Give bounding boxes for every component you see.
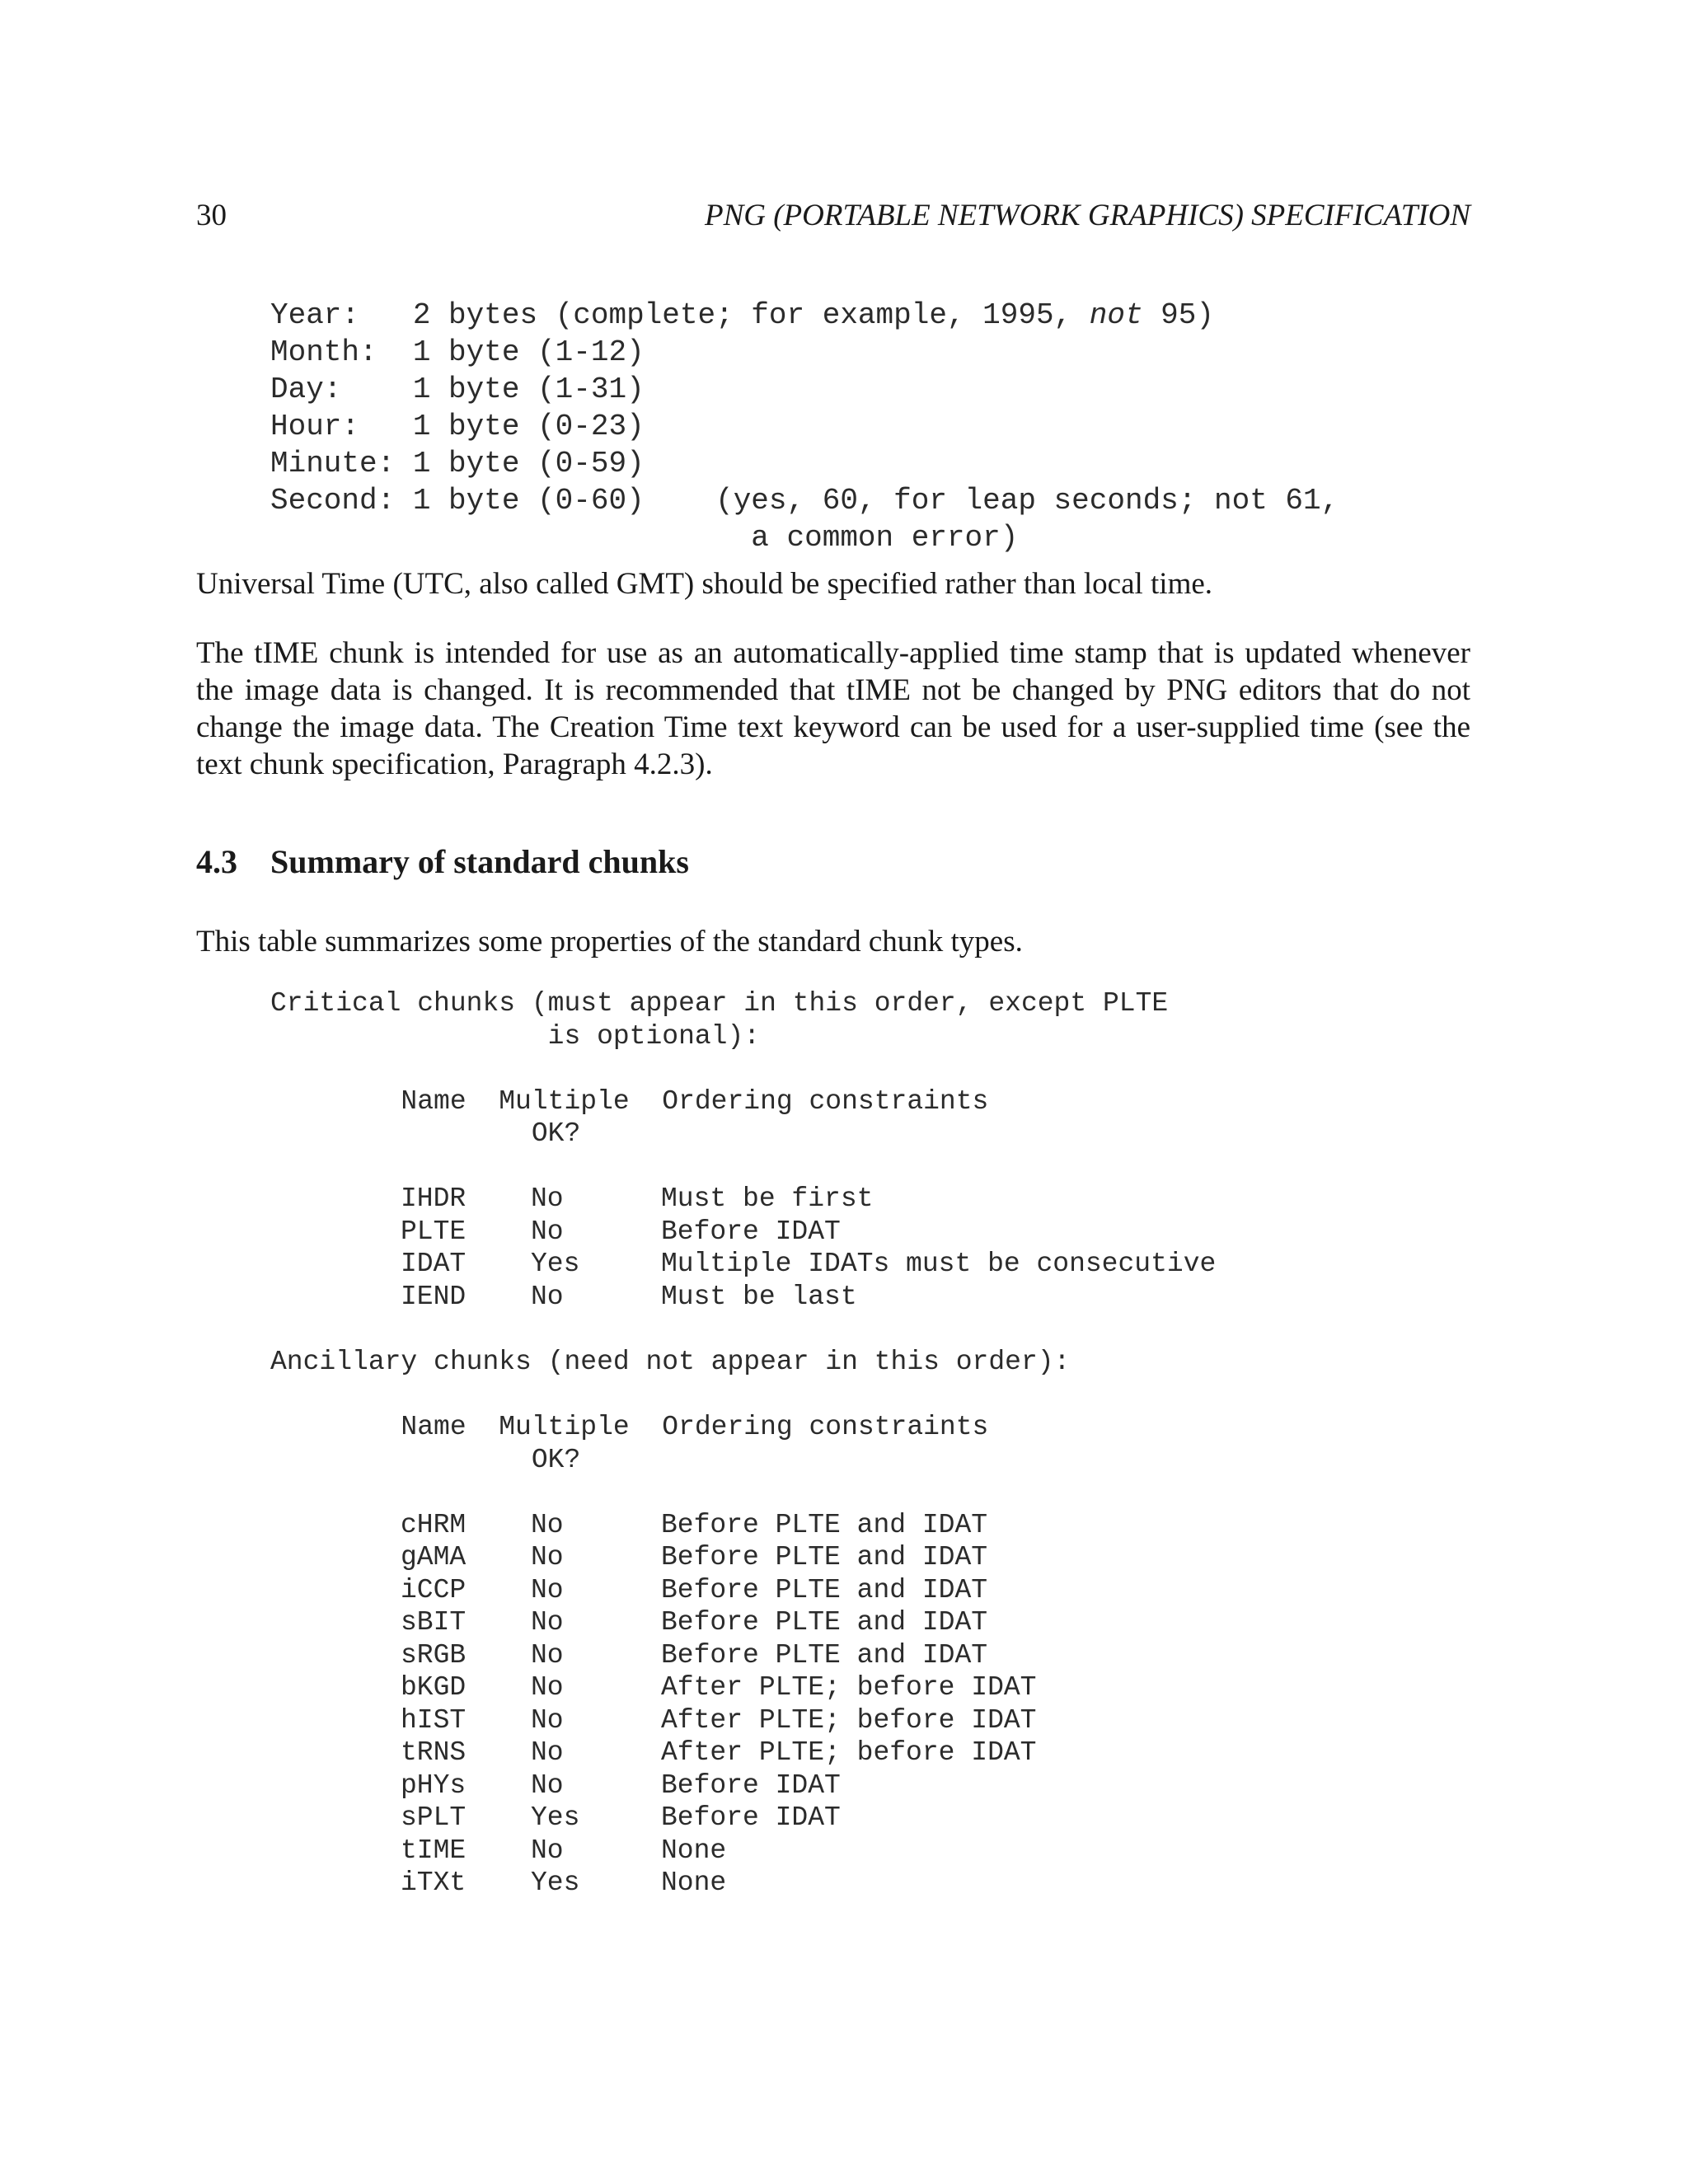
table-row xyxy=(270,1736,1070,1769)
ordering-constraint-cell: Before PLTE and IDAT xyxy=(661,1639,988,1671)
ordering-constraint-cell: Before PLTE and IDAT xyxy=(661,1542,988,1572)
multiple-ok-cell: No xyxy=(531,1835,564,1866)
running-title: PNG (PORTABLE NETWORK GRAPHICS) SPECIFICATION xyxy=(704,199,1470,232)
ancillary-chunks-table xyxy=(270,1346,1070,1900)
ordering-constraint-cell: After PLTE; before IDAT xyxy=(661,1737,1037,1768)
multiple-ok-cell: No xyxy=(531,1607,564,1638)
blank-line xyxy=(270,1052,1216,1085)
critical-rows xyxy=(270,1183,1216,1313)
chunk-name-cell: PLTE xyxy=(401,1216,467,1247)
month-line: Month: 1 byte (1-12) xyxy=(270,335,645,369)
section-intro: This table summarizes some properties of the standard chunk types. xyxy=(196,925,1023,958)
chunk-name-cell: pHYs xyxy=(401,1769,467,1801)
table-row xyxy=(270,1216,1216,1249)
second-line-continuation: a common error) xyxy=(270,521,1019,555)
critical-caption-line1: Critical chunks (must appear in this order, except PLTE xyxy=(270,988,1169,1019)
critical-header-line2: OK? xyxy=(270,1118,581,1149)
hour-line: Hour: 1 byte (0-23) xyxy=(270,410,645,443)
table-row xyxy=(270,1606,1070,1639)
table-row xyxy=(270,1248,1216,1281)
table-row xyxy=(270,1867,1070,1900)
critical-chunks-table xyxy=(270,987,1216,1313)
chunk-name-cell: tIME xyxy=(401,1835,467,1866)
chunk-name-cell: iCCP xyxy=(401,1574,467,1605)
critical-header-line1: Name Multiple Ordering constraints xyxy=(270,1085,989,1117)
time-chunk-paragraph: The tIME chunk is intended for use as an automatically-applied time stamp that is updated whenever the image data is changed. It is recommended that tIME not be changed by PNG editors that do not change the image data. The Creation Time text keyword can be used for a user-supplied time (see the text chunk specification, Paragraph 4.2.3). xyxy=(196,636,1470,781)
multiple-ok-cell: No xyxy=(531,1737,564,1768)
multiple-ok-cell: Yes xyxy=(531,1802,580,1833)
section-title: Summary of standard chunks xyxy=(270,843,689,880)
table-row xyxy=(270,1509,1070,1542)
chunk-name-cell: tRNS xyxy=(401,1737,467,1768)
year-text-end: 95) xyxy=(1142,298,1214,332)
multiple-ok-cell: No xyxy=(531,1509,564,1540)
table-row xyxy=(270,1802,1070,1835)
multiple-ok-cell: No xyxy=(531,1672,564,1703)
ordering-constraint-cell: None xyxy=(661,1868,727,1898)
chunk-name-cell: sBIT xyxy=(401,1607,467,1638)
second-line: Second: 1 byte (0-60) (yes, 60, for leap seconds; not 61, xyxy=(270,484,1339,518)
table-row xyxy=(270,1769,1070,1802)
ordering-constraint-cell: None xyxy=(661,1835,727,1866)
utc-paragraph: Universal Time (UTC, also called GMT) should be specified rather than local time. xyxy=(196,567,1213,601)
year-emphasis: not xyxy=(1089,298,1143,332)
ordering-constraint-cell: Before IDAT xyxy=(661,1802,841,1833)
multiple-ok-cell: Yes xyxy=(531,1249,580,1279)
multiple-ok-cell: No xyxy=(531,1216,564,1247)
multiple-ok-cell: No xyxy=(531,1639,564,1671)
section-heading xyxy=(196,842,689,881)
time-fields-block xyxy=(270,297,1339,556)
multiple-ok-cell: No xyxy=(531,1281,564,1312)
blank-line xyxy=(270,1476,1070,1509)
chunk-name-cell: sRGB xyxy=(401,1639,467,1671)
table-row xyxy=(270,1183,1216,1216)
year-text: Year: 2 bytes (complete; for example, 1995, xyxy=(270,298,1090,332)
ordering-constraint-cell: Before IDAT xyxy=(661,1769,841,1801)
table-row xyxy=(270,1281,1216,1314)
chunk-name-cell: IEND xyxy=(401,1281,467,1312)
table-row xyxy=(270,1704,1070,1737)
ancillary-header-line1: Name Multiple Ordering constraints xyxy=(270,1412,989,1442)
chunk-name-cell: sPLT xyxy=(401,1802,467,1833)
ordering-constraint-cell: Must be first xyxy=(661,1183,874,1214)
ordering-constraint-cell: Before IDAT xyxy=(661,1216,841,1247)
multiple-ok-cell: No xyxy=(531,1704,564,1736)
multiple-ok-cell: No xyxy=(531,1769,564,1801)
multiple-ok-cell: No xyxy=(531,1574,564,1605)
ordering-constraint-cell: Before PLTE and IDAT xyxy=(661,1607,988,1638)
page-number: 30 xyxy=(196,199,227,232)
table-row xyxy=(270,1639,1070,1672)
chunk-name-cell: gAMA xyxy=(401,1542,467,1572)
ordering-constraint-cell: Before PLTE and IDAT xyxy=(661,1509,988,1540)
day-line: Day: 1 byte (1-31) xyxy=(270,373,645,406)
table-row xyxy=(270,1835,1070,1868)
ordering-constraint-cell: After PLTE; before IDAT xyxy=(661,1704,1037,1736)
table-row xyxy=(270,1671,1070,1704)
ancillary-caption: Ancillary chunks (need not appear in this order): xyxy=(270,1347,1071,1377)
ordering-constraint-cell: Must be last xyxy=(661,1281,857,1312)
chunk-name-cell: iTXt xyxy=(401,1868,467,1898)
minute-line: Minute: 1 byte (0-59) xyxy=(270,447,645,480)
ordering-constraint-cell: Multiple IDATs must be consecutive xyxy=(661,1249,1217,1279)
chunk-name-cell: IHDR xyxy=(401,1183,467,1214)
critical-caption-line2: is optional): xyxy=(270,1020,761,1052)
multiple-ok-cell: No xyxy=(531,1183,564,1214)
ancillary-rows xyxy=(270,1509,1070,1900)
ordering-constraint-cell: Before PLTE and IDAT xyxy=(661,1574,988,1605)
section-number: 4.3 xyxy=(196,843,237,880)
blank-line xyxy=(270,1379,1070,1412)
chunk-name-cell: hIST xyxy=(401,1704,467,1736)
table-row xyxy=(270,1574,1070,1607)
chunk-name-cell: bKGD xyxy=(401,1672,467,1703)
ancillary-header-line2: OK? xyxy=(270,1444,581,1475)
ordering-constraint-cell: After PLTE; before IDAT xyxy=(661,1672,1037,1703)
multiple-ok-cell: Yes xyxy=(531,1868,580,1898)
chunk-name-cell: cHRM xyxy=(401,1509,467,1540)
table-row xyxy=(270,1541,1070,1574)
year-line xyxy=(270,297,1339,334)
multiple-ok-cell: No xyxy=(531,1542,564,1572)
chunk-name-cell: IDAT xyxy=(401,1249,467,1279)
blank-line xyxy=(270,1151,1216,1183)
